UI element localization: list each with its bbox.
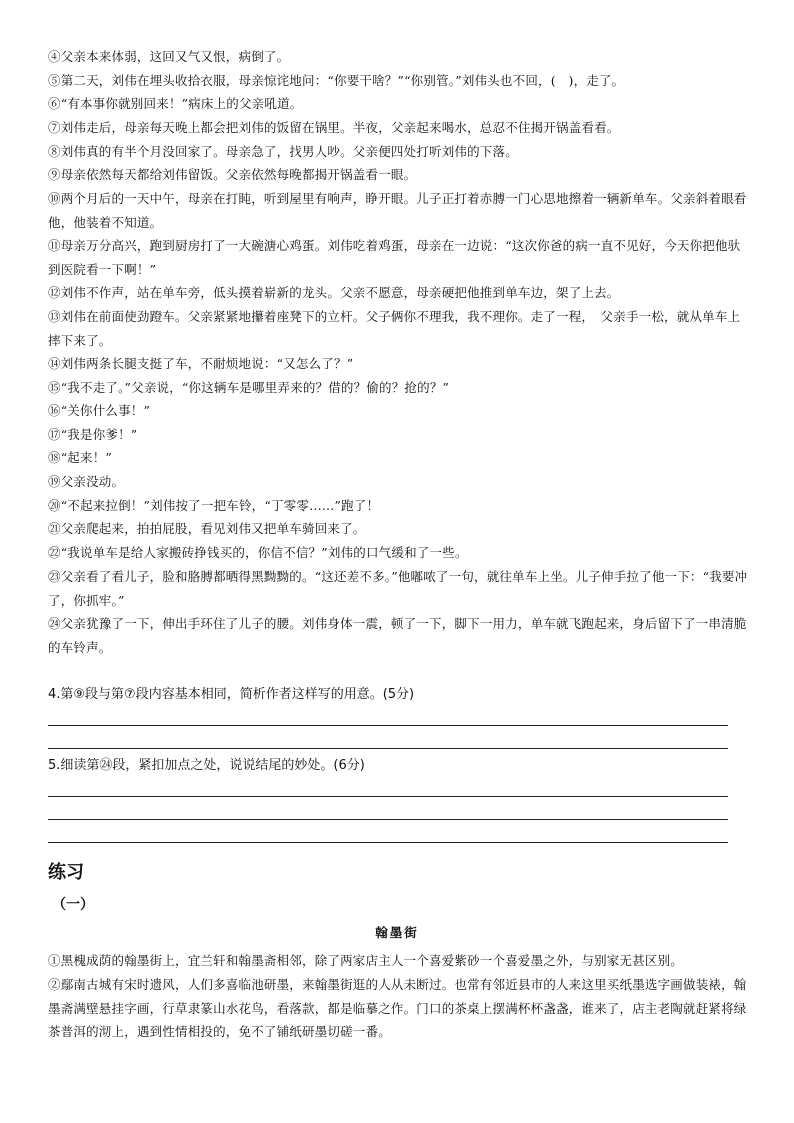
- passage-paragraph-2: ②鄢南古城有宋时遗风，人们多喜临池研墨，来翰墨街逛的人从未断过。也常有邻近县市的人来这里买纸墨选字画做装裱，翰墨斋满壁悬挂字画，行草隶篆山水花鸟，看落款，都是临摹之作。门口的茶桌上摆满杯杯盏盏，谁来了，店主老陶就赶紧将绿茶普洱的沏上，遇到性情相投的，免不了铺纸研墨切磋一番。: [48, 977, 747, 1039]
- story-paragraph-4: ④父亲本来体弱，这回又气又恨，病倒了。: [48, 49, 290, 64]
- story-paragraph-24: ㉔父亲犹豫了一下，伸出手环住了儿子的腰。刘伟身体一震，顿了一下，脚下一用力，单车就飞跑起来，身后留下了一串清脆的车铃声。: [48, 616, 747, 655]
- question-5: 5.细读第㉔段，紧扣加点之处，说说结尾的妙处。(6分): [48, 758, 365, 773]
- story-paragraph-21: ㉑父亲爬起来，拍拍屁股，看见刘伟又把单车骑回来了。: [48, 521, 366, 536]
- story-paragraph-22: ㉒“我说单车是给人家搬砖挣钱买的，你信不信？”刘伟的口气缓和了一些。: [48, 545, 468, 560]
- story-paragraph-10: ⑩两个月后的一天中午，母亲在打盹，听到屋里有响声，睁开眼。儿子正打着赤膊一门心思地擦着一辆新单车。父亲斜着眼看他，他装着不知道。: [48, 191, 747, 230]
- question-4: 4.第⑨段与第⑦段内容基本相同，简析作者这样写的用意。(5分): [48, 687, 415, 702]
- story-paragraph-15: ⑮“我不走了。”父亲说，“你这辆车是哪里弄来的？借的？偷的？抢的？”: [48, 380, 450, 395]
- answer-line[interactable]: [48, 725, 728, 726]
- story-paragraph-16: ⑯“关你什么事！”: [48, 403, 151, 418]
- story-paragraph-20: ⑳“不起来拉倒！”刘伟按了一把车铃，“丁零零……”跑了！: [48, 498, 380, 513]
- story-paragraph-14: ⑭刘伟两条长腿支挺了车，不耐烦地说：“又怎么了？”: [48, 356, 354, 371]
- answer-line[interactable]: [48, 819, 728, 820]
- answer-line[interactable]: [48, 748, 728, 749]
- story-paragraph-12: ⑫刘伟不作声，站在单车旁，低头摸着崭新的龙头。父亲不愿意，母亲硬把他推到单车边，架了上去。: [48, 285, 620, 300]
- story-paragraph-9: ⑨母亲依然每天都给刘伟留饭。父亲依然每晚都揭开锅盖看一眼。: [48, 167, 417, 182]
- story-paragraph-13: ⑬刘伟在前面使劲蹬车。父亲紧紧地攥着座凳下的立杆。父子俩你不理我，我不理你。走了一程， 父亲手一松，就从单车上摔下来了。: [48, 309, 741, 348]
- story-paragraph-18: ⑱“起来！”: [48, 450, 112, 465]
- practice-heading: 练习: [48, 862, 84, 883]
- answer-line[interactable]: [48, 796, 728, 797]
- story-paragraph-17: ⑰“我是你爹！”: [48, 427, 138, 442]
- story-paragraph-19: ⑲父亲没动。: [48, 474, 125, 489]
- story-paragraph-8: ⑧刘伟真的有半个月没回家了。母亲急了，找男人吵。父亲便四处打听刘伟的下落。: [48, 144, 518, 159]
- passage-title: 翰墨街: [375, 925, 419, 940]
- story-paragraph-5: ⑤第二天，刘伟在埋头收拾衣服，母亲惊诧地问：“你要干啥？”“你别管。”刘伟头也不回，( )，走了。: [48, 73, 625, 88]
- story-paragraph-7: ⑦刘伟走后，母亲每天晚上都会把刘伟的饭留在锅里。半夜，父亲起来喝水，总忍不住揭开锅盖看看。: [48, 120, 620, 135]
- story-paragraph-11: ⑪母亲万分高兴，跑到厨房打了一大碗溏心鸡蛋。刘伟吃着鸡蛋，母亲在一边说：“这次你爸的病一直不见好，今天你把他驮到医院看一下啊！”: [48, 238, 741, 277]
- story-paragraph-6: ⑥“有本事你就别回来！”病床上的父亲吼道。: [48, 96, 303, 111]
- story-paragraph-23: ㉓父亲看了看儿子，脸和胳膊都晒得黑黝黝的。“这还差不多。”他嘟哝了一句，就往单车上坐。儿子伸手拉了他一下：“我要冲了，你抓牢。”: [48, 569, 748, 608]
- practice-section-label: （一）: [52, 897, 94, 913]
- answer-line[interactable]: [48, 842, 728, 843]
- passage-paragraph-1: ①黑槐成荫的翰墨街上，宜兰轩和翰墨斋相邻，除了两家店主人一个喜爱紫砂一个喜爱墨之外，与别家无甚区别。: [48, 953, 684, 968]
